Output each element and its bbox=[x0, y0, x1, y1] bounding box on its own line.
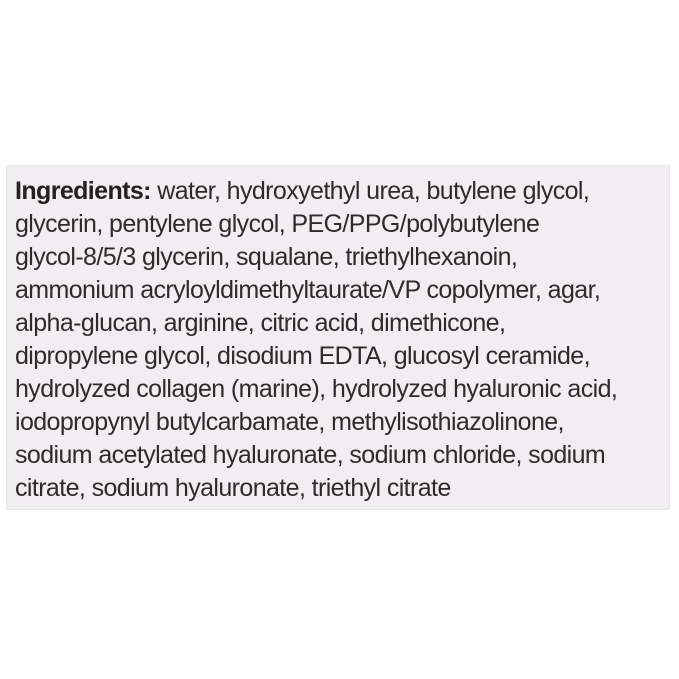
ingredients-line: citrate, sodium hyaluronate, triethyl citrate bbox=[15, 474, 451, 502]
ingredients-heading: Ingredients: bbox=[15, 177, 151, 205]
ingredients-line: glycol-8/5/3 glycerin, squalane, triethylhexanoin, bbox=[15, 243, 518, 271]
ingredients-line: dipropylene glycol, disodium EDTA, glucosyl ceramide, bbox=[15, 342, 590, 370]
ingredients-line-text: water, hydroxyethyl urea, butylene glycol, bbox=[157, 177, 590, 205]
ingredients-line: alpha-glucan, arginine, citric acid, dimethicone, bbox=[15, 309, 506, 337]
ingredients-line: sodium acetylated hyaluronate, sodium chloride, sodium bbox=[15, 441, 606, 469]
ingredients-line bbox=[15, 175, 661, 208]
ingredients-line: glycerin, pentylene glycol, PEG/PPG/polybutylene bbox=[15, 210, 540, 238]
ingredients-line: hydrolyzed collagen (marine), hydrolyzed hyaluronic acid, bbox=[15, 375, 618, 403]
ingredients-panel bbox=[6, 165, 670, 510]
ingredients-line: iodopropynyl butylcarbamate, methylisothiazolinone, bbox=[15, 408, 564, 436]
ingredients-line: ammonium acryloyldimethyltaurate/VP copolymer, agar, bbox=[15, 276, 601, 304]
